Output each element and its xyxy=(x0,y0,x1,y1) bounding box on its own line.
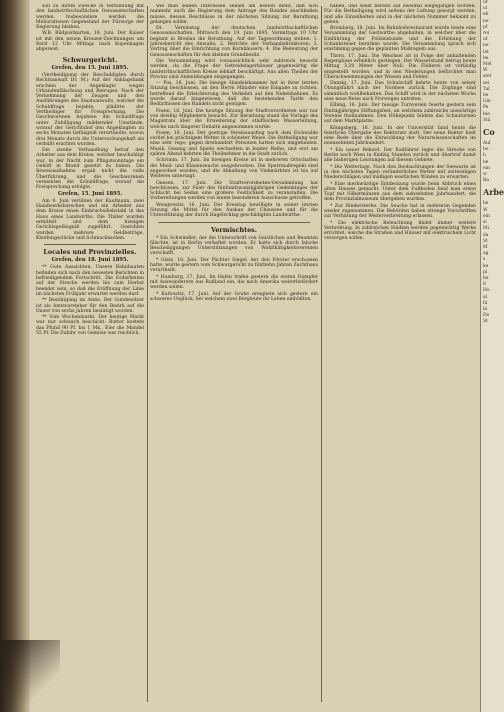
paragraph: Posen, 18. Juni. Die heutige Sitzung der Stadtverordneten war nur von dreißig Mitgliedern besucht. Zur Berathung stand die Vorlage des Magistrats über die Erweiterung der städtischen Wasserleitung, welche nach längerer Debatte angenommen wurde. xyxy=(150,108,318,130)
edge-fragment: be xyxy=(483,55,489,61)
edge-fragment: Co xyxy=(483,127,495,138)
paragraph: Gnesen, 17. Juni. Die Stadtverordneten-Versammlung hat beschlossen, zur Feier des fünfundzwanzigjährigen Gedenktages der Schlacht bei Sedan eine größere Festlichkeit zu veranstalten. Die Vorbereitungen werden von einem besonderen Ausschusse getroffen. xyxy=(150,180,318,202)
paragraph: (Vertheidigung der Beschuldigten durch Rechtsanwalt Dr. M.) Auf der Anklagebank erschien der Angeklagte wegen Urkundenfälschung und Betruges. Nach der Vernehmung der Zeugen und den Ausführungen des Staatsanwalts, welcher die Schuldfrage bejahte, plädirte der Vertheidiger für Freisprechung. Die Geschworenen bejahten die Schuldfrage unter Zubilligung mildernder Umstände, worauf der Gerichtshof den Angeklagten zu sechs Monaten Gefängniß verurtheilte, wovon drei Monate durch die Untersuchungshaft als verbüßt erachtet wurden. xyxy=(36,72,144,147)
paragraph: * Kattowitz, 17. Juni. Auf der Grube ereignete sich gestern ein schweres Unglück, bei welchem zwei Bergleute ihr Leben einbüßten. xyxy=(150,291,318,302)
paragraph: * Ein Schwindler, der die Unterschrift von Geistlichen und Beamten fälschte, ist in Berlin verhaftet worden. Er hatte sich durch falsche Bescheinigungen Unterstützungen von Wohlthätigkeitsvereinen verschafft. xyxy=(150,235,318,257)
paragraph: * Hamburg, 17. Juni. Im Hafen trafen gestern die ersten Dampfer mit Auswanderern aus Rußland ein, die nach Amerika weiterbefördert werden sollen. xyxy=(150,274,318,291)
edge-fragment: 8 xyxy=(483,282,486,288)
edge-fragment: Ho xyxy=(483,288,490,294)
edge-fragment: Mel xyxy=(483,62,492,68)
edge-fragment: Mi xyxy=(483,226,489,232)
paragraph: Die Versammlung wird voraussichtlich sehr zahlreich besucht werden, da die Frage der Getreidelagerhäuser gegenwärtig die landwirthschaftlichen Kreise lebhaft beschäftigt. Aus allen Theilen der Provinz sind Anmeldungen eingegangen. xyxy=(150,58,318,80)
edge-fragment: ein xyxy=(483,165,490,171)
paragraph: Thorn, 17. Juni. Die Weichsel ist in Folge der anhaltenden Regengüsse erheblich gestiegen. Der Wasserstand betrug heute Mittag 3,20 Meter über Null. Die Flößerei ist vorläufig eingestellt worden, und in den Niederungen befürchtet man Überschwemmungen der Wiesen und Felder. xyxy=(324,53,476,80)
paragraph: Königsberg, 16. Juni. In der Universität fand heute die feierliche Übergabe des Rektorats statt. Der neue Rektor hielt eine Rede über die Entwicklung der Naturwissenschaften im neunzehnten Jahrhundert. xyxy=(324,125,476,147)
paragraph: ** Bestätigung im Amte. Der Gutsbesitzer ist als Amtsvorsteher für den Bezirk auf die Dauer von sechs Jahren bestätigt worden. xyxy=(36,298,144,314)
edge-fragment: St xyxy=(483,319,488,325)
edge-fragment: ne xyxy=(483,43,489,49)
edge-fragment: ke xyxy=(483,263,489,269)
binding-gutter xyxy=(0,0,30,712)
edge-fragment: Gin xyxy=(483,99,491,105)
edge-fragment: Tal xyxy=(483,86,490,92)
paragraph: Dt. Vereinstag der deutschen landwirthschaftlichen Genossenschaften. Mittwoch den 19. Juni 1895, Vormittags 10 Uhr beginnt in Breslau die Berathung. Auf der Tagesordnung stehen: 1. Jahresbericht des Anwalts; 2. Berichte der Verbandsdirektoren; 3. Vortrag über die Einrichtung von Kornhäusern; 4. Die Bedeutung der Genossenschaften für den kleinen Grundbesitz. xyxy=(150,26,318,58)
section-heading: Locales und Provinzielles. xyxy=(43,248,137,257)
edge-fragment: St xyxy=(483,238,488,244)
edge-fragment: Auf xyxy=(483,141,491,147)
column-3 xyxy=(324,4,476,704)
edge-fragment: bu xyxy=(483,275,489,281)
edge-fragment: ul xyxy=(483,6,488,12)
paragraph: Posen, 18. Juni. Der gestrige Vereinsausflug nach dem Eichwalde verlief bei prächtigem Wetter in schönster Weise. Die Betheiligung war eine sehr rege; gegen dreihundert Personen hatten sich eingefunden. Musik, Gesang und Spiele wechselten in bunter Reihe, und erst am späten Abend kehrten die Theilnehmer in die Stadt zurück. xyxy=(150,130,318,158)
edge-fragment: b xyxy=(483,153,486,159)
paragraph: Am 9. Juni verübten der Kaufmann, zwei Handwerksburschen und ein Arbeiter aus dem Kreise einen Einbruchsdiebstahl in das Haus eines Landwirths. Die Thäter wurden ermittelt und dem hiesigen Gerichtsgefängniß zugeführt. Gestohlen wurden mehrere Geldbeträge, Kleidungsstücke und Schmucksachen. xyxy=(36,198,144,241)
edge-fragment: s xyxy=(483,257,486,263)
edge-fragment: Arbe xyxy=(483,187,504,198)
edge-fragment: sei xyxy=(483,80,490,86)
paragraph: * Die Wetterlage. Nach den Beobachtungen der Seewarte ist in den nächsten Tagen veränderliches Wetter mit zeitweiligen Niederschlägen und mäßigen westlichen Winden zu erwarten. xyxy=(324,164,476,181)
column-rule xyxy=(321,6,322,702)
edge-fragment: bi xyxy=(483,306,488,312)
paragraph: soll zu ihrem Zwecke in Verbindung mit den landwirthschaftlichen Genossenschaften werden. Insbesondere werden die Meliorationen Gegenstand der Fürsorge der Regierung bleiben. xyxy=(36,4,144,31)
edge-fragment: da xyxy=(483,232,489,238)
paragraph: haben, und sonst bereits auf zweimal eingegangen worden. Für die Betheiligung wird seitens der Leitung gesorgt werden, und alle Einzelheiten sind in der nächsten Nummer bekannt zu geben. xyxy=(324,4,476,25)
edge-fragment: al xyxy=(483,294,488,300)
edge-fragment: Pe xyxy=(483,105,489,111)
edge-fragment: w xyxy=(483,172,487,178)
edge-fragment: uf xyxy=(483,37,488,43)
edge-fragment: pf xyxy=(483,24,488,30)
edge-fragment: ag xyxy=(483,251,489,257)
paragraph: * Eine merkwürdige Entdeckung wurde beim Abbruch eines alten Hauses gemacht. Unter dem Fußboden fand man einen Topf mit Silbermünzen aus dem siebzehnten Jahrhundert, die dem Provinzialmuseum übergeben wurden. xyxy=(324,181,476,203)
dateline: Grefen, den 18. Juni 1895. xyxy=(51,257,129,264)
paragraph: — Pos, 18. Juni. Die hiesige Handelskammer hat in ihrer letzten Sitzung beschlossen, an den Herrn Minister eine Eingabe zu richten, betreffend die Erleichterung des Verkehrs auf den Nebenbahnen. Es wurde darauf hingewiesen, daß die bestehenden Tarife den Bedürfnissen des Handels nicht genügen. xyxy=(150,81,318,108)
edge-fragment: W xyxy=(483,68,488,74)
edge-fragment: fü xyxy=(483,300,488,306)
column-2 xyxy=(150,4,318,704)
edge-fragment: si xyxy=(483,220,487,226)
dateline: Grefen, den 15. Juni 1895. xyxy=(51,64,129,71)
paragraph: Die zweite Verhandlung betraf den Arbeiter aus dem Kreise, welcher beschuldigt war, in der Nacht zum Pfingstsonntage ein Gehöft in Brand gesetzt zu haben. Die Beweisaufnahme ergab nicht die volle Überführung, und die Geschworenen verneinten die Schuldfrage, worauf die Freisprechung erfolgte. xyxy=(36,148,144,191)
paragraph: Elbing, 16. Juni. Der hiesige Turnverein feierte gestern sein fünfzigjähriges Stiftungsfest, an welchem zahlreiche auswärtige Vereine theilnahmen. Den Höhepunkt bildete das Schauturnen auf dem Marktplatze. xyxy=(324,103,476,125)
paragraph: Schrimm, 17. Juni. Im hiesigen Kreise ist in mehreren Ortschaften die Maul- und Klauenseuche ausgebrochen. Die Sperrmaßregeln sind angeordnet worden, und die Abhaltung von Viehmärkten ist bis auf Weiteres untersagt. xyxy=(150,158,318,180)
divider xyxy=(158,222,310,223)
edge-fragment: ne xyxy=(483,18,489,24)
edge-fragment: Ba xyxy=(483,178,489,184)
edge-fragment: be xyxy=(483,201,489,207)
edge-fragment: W xyxy=(483,207,488,213)
paragraph: Bromberg, 18. Juni. Im Bahnhofsrestaurant wurde heute eine Versammlung der Gastwirthe abgehalten, in welcher über die Einführung der Polizeistunde und die Erhöhung der Schanksteuer berathen wurde. Die Versammlung sprach sich einstimmig gegen die geplanten Maßregeln aus. xyxy=(324,26,476,53)
telegram-notice: W.B. Bildpostkarten, 18. Juni. Der Kaiser ist mit den neuen Kreuzer-Zeichnungen am Bord 12 Uhr Mittags nach Kopenhagen abgereist. xyxy=(36,31,144,53)
edge-fragment: pi xyxy=(483,269,488,275)
paragraph: ** Vom Wochenmarkt. Der heutige Markt war nur schwach beschickt. Butter kostete das Pfund 90 Pf. bis 1 Mk., Eier die Mandel 55 Pf. Die Zufuhr von Gemüse war reichlich. xyxy=(36,315,144,337)
edge-fragment: be xyxy=(483,159,489,165)
edge-fragment: De xyxy=(483,313,490,319)
edge-fragment: M xyxy=(483,244,488,250)
edge-fragment: eb xyxy=(483,12,489,18)
paragraph: Danzig, 17. Juni. Das Schulschiff kehrte heute von seiner Übungsfahrt nach der Nordsee zurück. Die Zöglinge sind sämmtlich wohlbehalten. Das Schiff wird in der nächsten Woche eine neue Reise nach Norwegen antreten. xyxy=(324,81,476,103)
section-heading: Schwurgericht. xyxy=(62,55,118,64)
dateline: Grefen, 15. Juni 1895. xyxy=(57,190,123,197)
paragraph: wie man seinen Interessen seinen am besten dient, daß sich nunmehr auch die Regierung dem Antrage des Bundes anschließen müsse, dessen Beschlüsse in der nächsten Sitzung zur Berathung gelangen sollen. xyxy=(150,4,318,25)
divider xyxy=(44,244,136,245)
paragraph: * Die elektrische Beleuchtung findet immer weitere Verbreitung. In zahlreichen Städten werden gegenwärtig Werke errichtet, welche die Straßen und Häuser mit elektrischem Licht versorgen sollen. xyxy=(324,220,476,242)
edge-fragment: stel xyxy=(483,74,492,80)
edge-fragment: ur xyxy=(483,0,488,5)
adjacent-page-edge xyxy=(480,0,504,712)
paragraph: ** Gute Aussichten. Unsere Bahnbauten befinden sich nach den neuesten Berichten in befriedigendem Fortschritt. Die Erdarbeiten auf der Strecke werden bis zum Herbst beendet sein, so daß die Eröffnung der Linie im nächsten Frühjahr erwartet werden darf. xyxy=(36,265,144,297)
paragraph: Wongrowitz, 16. Juni. Der Kreistag bewilligte in seiner letzten Sitzung die Mittel für den Ausbau der Chaussee und für die Unterstützung der durch Hagelschlag geschädigten Landwirthe. xyxy=(150,202,318,219)
section-heading: Vermischtes. xyxy=(211,225,257,234)
edge-fragment: lat xyxy=(483,49,489,55)
column-1 xyxy=(36,4,144,704)
edge-fragment: ein xyxy=(483,213,490,219)
column-rule xyxy=(147,6,148,702)
edge-fragment: bo xyxy=(483,147,489,153)
paragraph: * Ein neuer Rekord. Der Radfahrer legte die Strecke von Berlin nach Wien in fünfzig Stunden zurück und übertraf damit alle bisherigen Leistungen auf diesem Gebiete. xyxy=(324,147,476,164)
edge-fragment: rei xyxy=(483,31,490,37)
edge-fragment: bie xyxy=(483,111,490,117)
paragraph: * Zur Rindersterbe. Die Seuche hat in mehreren Gegenden wieder zugenommen. Die Behörden haben strenge Vorschriften zur Verhütung der Weiterverbreitung erlassen. xyxy=(324,203,476,220)
paragraph: * Glatz, 18. Juni. Der Pächter Siegel, der den Förster erschossen hatte, wurde gestern vom Schwurgericht zu fünfzehn Jahren Zuchthaus verurtheilt. xyxy=(150,257,318,274)
edge-fragment: Stä xyxy=(483,117,491,123)
edge-fragment: be xyxy=(483,93,489,99)
